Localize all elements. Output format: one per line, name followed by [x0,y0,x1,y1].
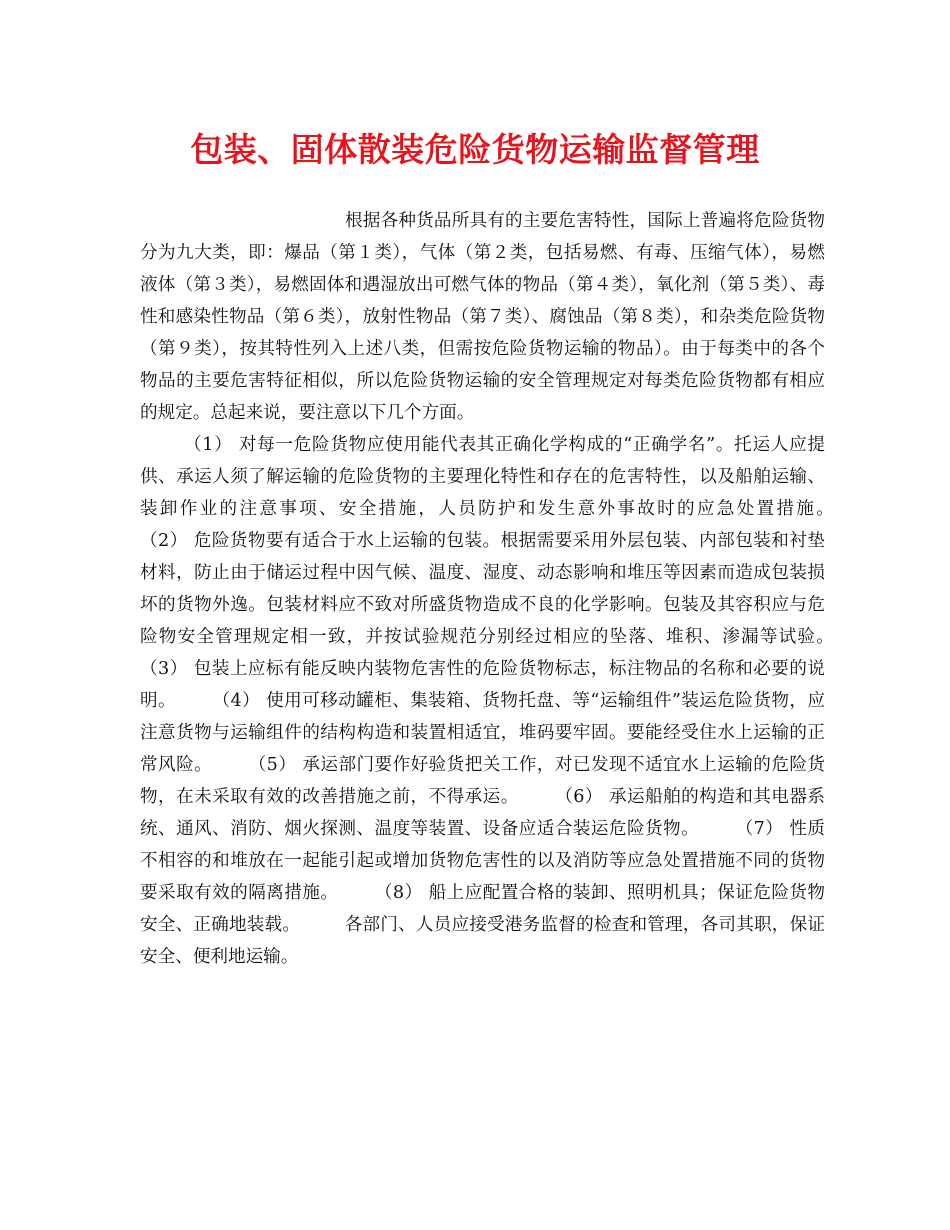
paragraph-requirements: （1） 对每一危险货物应使用能代表其正确化学构成的“正确学名”。托运人应提供、承运人须了解运输的危险货物的主要理化特性和存在的危害特性，以及船舶运输、装卸作业的注意事项、安全措施，人员防护和发生意外事故时的应急处置措施。 （2） 危险货物要有适合于水上运输的包装。根据需要采用外层包装、内部包装和衬垫材料，防止由于储运过程中因气候、温度、湿度、动态影响和堆压等因素而造成包装损坏的货物外逸。包装材料应不致对所盛货物造成不良的化学影响。包装及其容积应与危险物安全管理规定相一致，并按试验规范分别经过相应的坠落、堆积、渗漏等试验。 （3） 包装上应标有能反映内装物危害性的危险货物标志，标注物品的名称和必要的说明。 （4） 使用可移动罐柜、集装箱、货物托盘、等“运输组件”装运危险货物，应注意货物与运输组件的结构构造和装置相适宜，堆码要牢固。要能经受住水上运输的正常风险。 （5） 承运部门要作好验货把关工作，对已发现不适宜水上运输的危险货物，在未采取有效的改善措施之前，不得承运。 （6） 承运船舶的构造和其电器系统、通风、消防、烟火探测、温度等装置、设备应适合装运危险货物。 （7） 性质不相容的和堆放在一起能引起或增加货物危害性的以及消防等应急处置措施不同的货物要采取有效的隔离措施。 （8） 船上应配置合格的装卸、照明机具；保证危险货物安全、正确地装载。 各部门、人员应接受港务监督的检查和管理，各司其职，保证安全、便利地运输。 [140,435,878,967]
paragraph-classification: 根据各种货品所具有的主要危害特性，国际上普遍将危险货物分为九大类，即：爆品（第１类），气体（第２类，包括易燃、有毒、压缩气体），易燃液体（第３类），易燃固体和遇湿放出可燃气体的物品（第４类），氧化剂（第５类）、毒性和感染性物品（第６类），放射性物品（第７类）、腐蚀品（第８类），和杂类危险货物（第９类），按其特性列入上述八类，但需按危险货物运输的物品）。由于每类中的各个物品的主要危害特征相似，所以危险货物运输的安全管理规定对每类危险货物都有相应的规定。总起来说，要注意以下几个方面。 [140,211,825,423]
document-body [140,205,878,973]
document-title: 包装、固体散装危险货物运输监督管理 [190,130,760,169]
